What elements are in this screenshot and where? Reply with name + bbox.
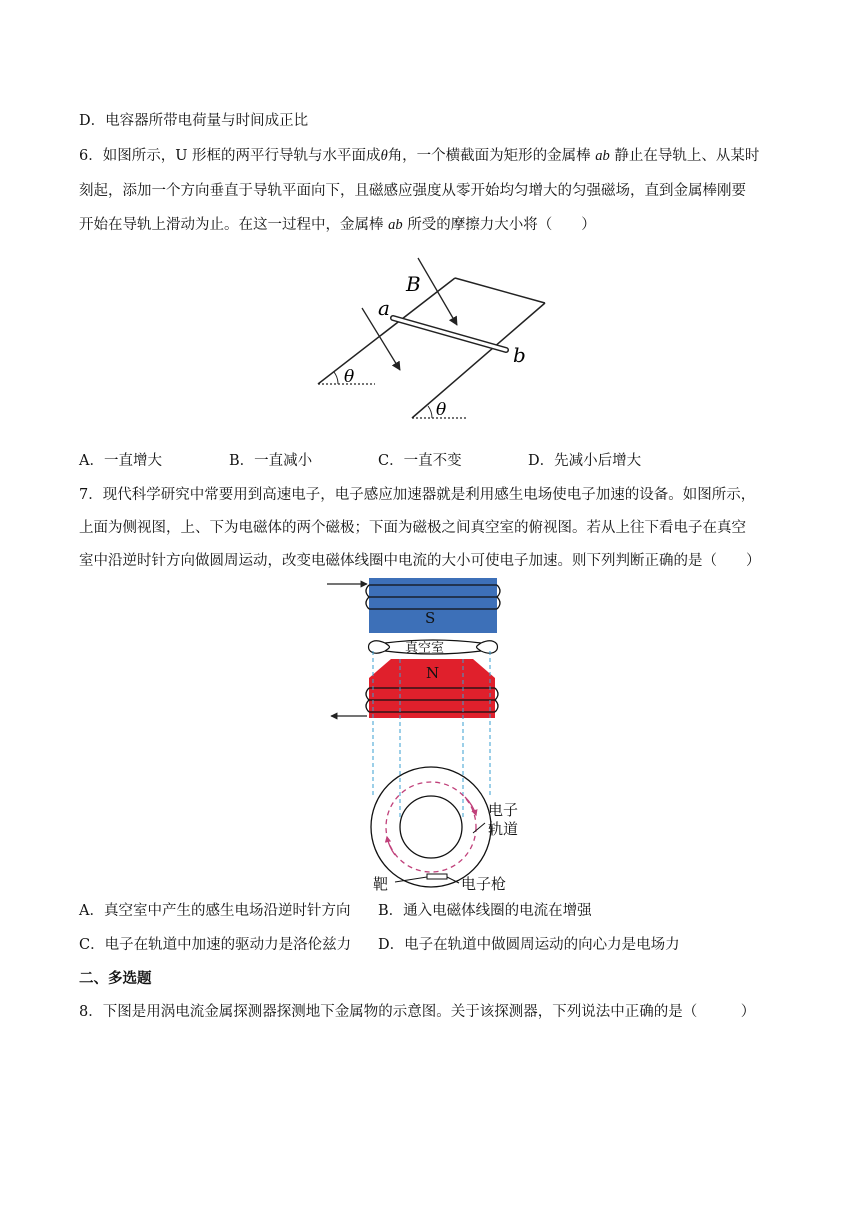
q7-option-a: A．真空室中产生的感生电场沿逆时针方向 xyxy=(79,903,351,919)
q6-option-a: A．一直增大 xyxy=(79,453,162,469)
label-b: b xyxy=(513,343,526,367)
q7-figure xyxy=(325,575,555,895)
label-target: 靶 xyxy=(373,875,389,893)
q8-line-1: 8．下图是用涡电流金属探测器探测地下金属物的示意图。关于该探测器，下列说法中正确的是（ ） xyxy=(79,1004,756,1020)
label-orbit-1: 电子 xyxy=(488,801,519,819)
label-orbit-2: 轨道 xyxy=(488,820,519,838)
q6-figure xyxy=(300,250,560,430)
label-gun: 电子枪 xyxy=(461,875,507,893)
label-b-field: B xyxy=(406,272,421,296)
q6-text: 静止在导轨上、从某时 xyxy=(614,148,760,164)
label-theta-left: θ xyxy=(344,367,355,387)
inner-ring xyxy=(400,796,462,858)
rail-top xyxy=(455,278,545,303)
q6-line-2: 刻起，添加一个方向垂直于导轨平面向下，且磁感应强度从零开始均匀增大的匀强磁场，直到金属棒刚要 xyxy=(79,183,746,199)
q6-text: 角，一个横截面为矩形的金属棒 xyxy=(387,148,591,164)
q6-ab: ab xyxy=(388,217,403,233)
q7-line-2: 上面为侧视图，上、下为电磁体的两个磁极；下面为磁极之间真空室的俯视图。若从上往下看电子在真空 xyxy=(79,520,746,536)
q6-text: 开始在导轨上滑动为止。在这一过程中，金属棒 xyxy=(79,217,384,233)
outer-ring xyxy=(371,767,491,887)
angle-arc-right xyxy=(428,406,432,418)
label-s: S xyxy=(425,609,436,627)
q7-option-c: C．电子在轨道中加速的驱动力是洛伦兹力 xyxy=(79,937,352,953)
q6-ab: ab xyxy=(595,148,610,164)
q6-line-1 xyxy=(79,146,759,166)
label-n: N xyxy=(426,664,440,682)
q6-text: 6．如图所示，U 形框的两平行导轨与水平面成 xyxy=(79,148,381,164)
q6-option-b: B．一直减小 xyxy=(229,453,313,469)
q5-option-d: D．电容器所带电荷量与时间成正比 xyxy=(79,113,309,129)
section-title: 二、多选题 xyxy=(79,970,152,987)
angle-arc-left xyxy=(334,372,338,384)
q6-text: 所受的摩擦力大小将（ ） xyxy=(407,217,596,233)
q7-line-3: 室中沿逆时针方向做圆周运动，改变电磁体线圈中电流的大小可使电子加速。则下列判断正确的是（ ） xyxy=(79,553,761,569)
q7-line-1: 7．现代科学研究中常要用到高速电子，电子感应加速器就是利用感生电场使电子加速的设备。如图所示， xyxy=(79,487,756,503)
q7-option-d: D．电子在轨道中做圆周运动的向心力是电场力 xyxy=(378,937,680,953)
q6-option-d: D．先减小后增大 xyxy=(528,453,642,469)
q6-option-c: C．一直不变 xyxy=(378,453,462,469)
q7-option-b: B．通入电磁体线圈的电流在增强 xyxy=(378,903,592,919)
label-a: a xyxy=(378,296,390,320)
electron-gun xyxy=(427,874,447,879)
q6-line-3 xyxy=(79,215,596,235)
q6-theta: θ xyxy=(380,148,388,164)
label-theta-right: θ xyxy=(436,400,447,420)
label-chamber: 真空室 xyxy=(405,641,445,656)
b-field-arrow-top xyxy=(418,258,457,325)
